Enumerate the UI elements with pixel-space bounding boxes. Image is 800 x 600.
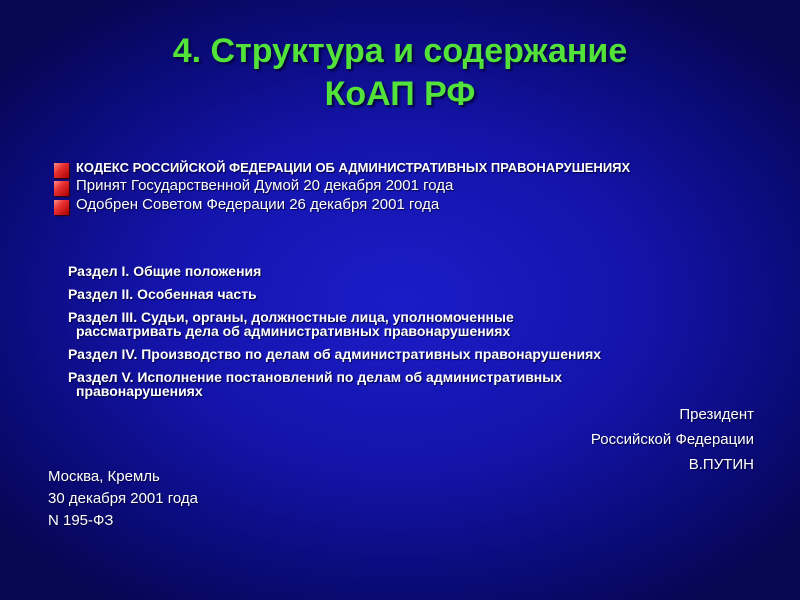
bullet-item-approved [52, 197, 752, 213]
red-square-bullet-icon [54, 200, 69, 215]
signature-name: В.ПУТИН [688, 456, 754, 473]
title-line-1: 4. Структура и содержание [172, 32, 628, 70]
bullet-item-code-title [52, 160, 752, 175]
section-text-continued: правонарушениях [76, 383, 203, 399]
title-line-2: КоАП РФ [324, 75, 476, 113]
place-date-block [48, 466, 198, 532]
section-list [68, 264, 768, 407]
section-text: Раздел IV. Производство по делам об административных правонарушениях [68, 346, 602, 362]
bullet-item-adopted [52, 178, 752, 194]
bullet-text: Принят Государственной Думой 20 декабря 2001 года [76, 177, 454, 194]
section-item-4 [68, 347, 768, 361]
law-number-line: N 195-ФЗ [48, 512, 114, 529]
signature-title: Президент [679, 406, 754, 423]
section-item-5 [68, 370, 768, 398]
red-square-bullet-icon [54, 181, 69, 196]
bullet-list [52, 160, 752, 216]
signature-country: Российской Федерации [590, 431, 754, 448]
red-square-bullet-icon [54, 163, 69, 178]
section-text: Раздел V. Исполнение постановлений по делам об административных [68, 369, 563, 385]
section-text: Раздел III. Судьи, органы, должностные лица, уполномоченные [68, 309, 514, 325]
section-item-1 [68, 264, 768, 278]
place-line: Москва, Кремль [48, 468, 160, 485]
date-line: 30 декабря 2001 года [48, 490, 199, 507]
section-item-3 [68, 310, 768, 338]
section-text: Раздел I. Общие положения [68, 263, 262, 279]
bullet-text: КОДЕКС РОССИЙСКОЙ ФЕДЕРАЦИИ ОБ АДМИНИСТРАТИВНЫХ ПРАВОНАРУШЕНИЯХ [76, 160, 631, 175]
signature-block [591, 402, 754, 477]
slide-title [0, 30, 800, 116]
section-item-2 [68, 287, 768, 301]
bullet-text: Одобрен Советом Федерации 26 декабря 2001 года [76, 196, 440, 213]
section-text: Раздел II. Особенная часть [68, 286, 257, 302]
section-text-continued: рассматривать дела об административных правонарушениях [76, 323, 511, 339]
